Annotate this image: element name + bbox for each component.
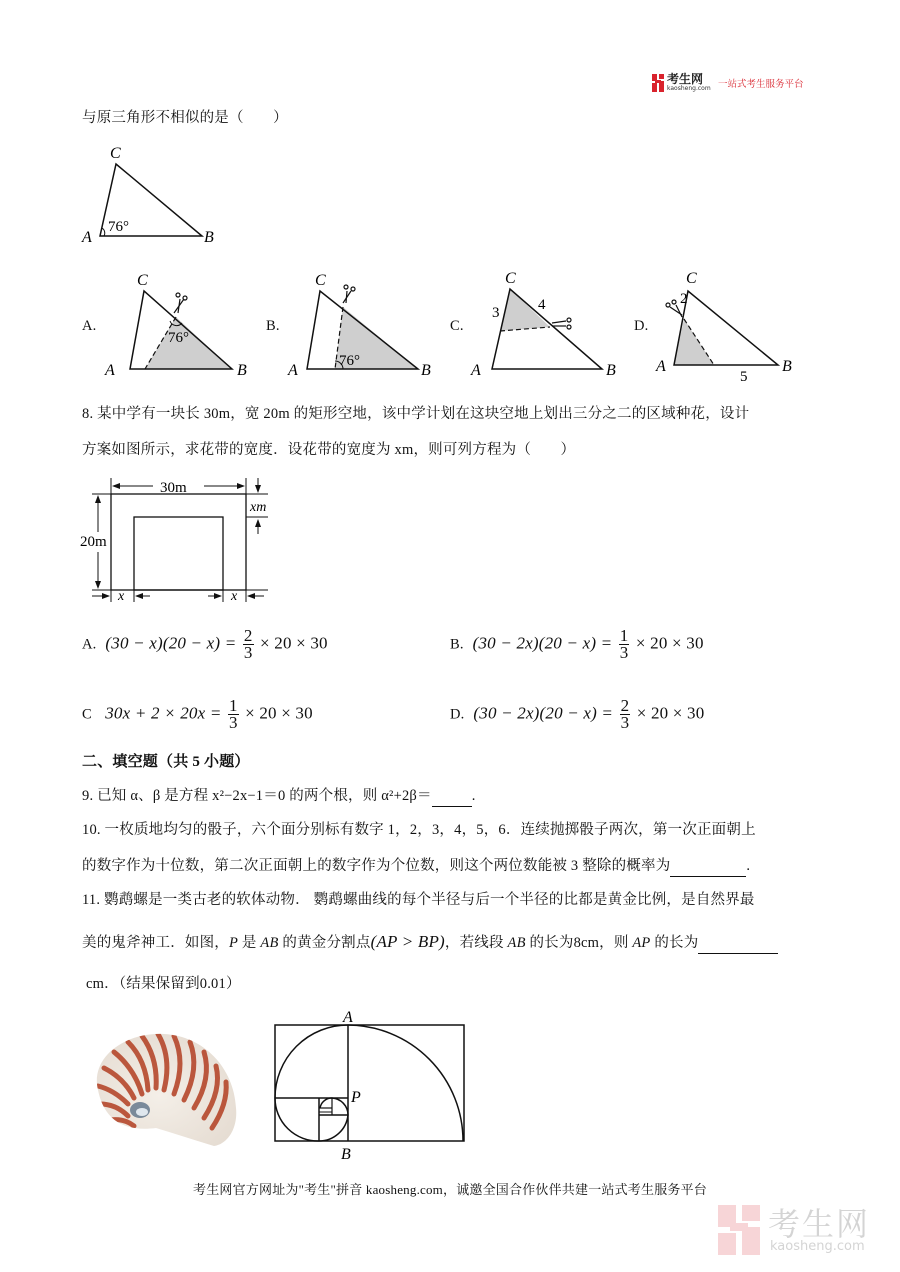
logo-slogan: 一站式考生服务平台 bbox=[718, 79, 804, 90]
svg-text:A: A bbox=[471, 362, 481, 379]
q7-option-a-figure[interactable] bbox=[100, 265, 260, 385]
q7-stem: 与原三角形不相似的是（ ） bbox=[82, 110, 288, 126]
q8-option-b[interactable]: B. (30 − 2x)(20 − x) = $\frac{1}{3}$ × 20 × 30 bbox=[450, 626, 704, 662]
q11-line2: 美的鬼斧神工．如图，P 是 AB 的黄金分割点(AP > BP)，若线段 AB 的长为8cm，则 AP 的长为 bbox=[82, 932, 778, 954]
watermark-name: 考生网 bbox=[768, 1205, 871, 1243]
kaosheng-watermark-icon bbox=[716, 1203, 766, 1257]
q11-line1: 11. 鹦鹉螺是一类古老的软体动物． 鹦鹉螺曲线的每个半径与后一个半径的比都是黄金比例，是自然界最 bbox=[82, 892, 755, 908]
q7-option-a-label[interactable]: A. bbox=[82, 318, 97, 334]
scissors-icon bbox=[174, 293, 187, 313]
svg-text:4: 4 bbox=[538, 297, 546, 313]
q11-line3: cm．（结果保留到0.01） bbox=[86, 976, 241, 992]
svg-text:2: 2 bbox=[680, 291, 688, 307]
vertex-b: B bbox=[204, 229, 214, 246]
point-p: P bbox=[351, 1089, 361, 1106]
svg-text:76°: 76° bbox=[168, 330, 189, 346]
logo-name: 考生网 bbox=[667, 72, 704, 86]
vertex-a: A bbox=[82, 229, 92, 246]
svg-text:C: C bbox=[686, 270, 697, 287]
q7-option-b-figure[interactable] bbox=[285, 265, 445, 385]
point-b: B bbox=[341, 1146, 351, 1163]
q8-option-a[interactable]: A. (30 − x)(20 − x) = $\frac{2}{3}$ × 20 × 30 bbox=[82, 626, 328, 662]
q7-option-c-figure[interactable] bbox=[468, 265, 628, 385]
logo-domain: kaosheng.com bbox=[667, 85, 711, 92]
vertex-c: C bbox=[110, 145, 121, 162]
svg-text:3: 3 bbox=[492, 305, 500, 321]
q7-option-d-figure[interactable] bbox=[652, 265, 812, 385]
x-label-left: x bbox=[118, 589, 125, 604]
section-title: 二、填空题（共 5 小题） bbox=[82, 754, 250, 770]
q8-option-d[interactable]: D. (30 − 2x)(20 − x) = $\frac{2}{3}$ × 20 × 30 bbox=[450, 696, 705, 732]
svg-text:B: B bbox=[421, 362, 431, 379]
svg-text:C: C bbox=[315, 272, 326, 289]
svg-text:A: A bbox=[656, 358, 666, 375]
length-label: 30m bbox=[160, 480, 187, 496]
svg-text:A: A bbox=[105, 362, 115, 379]
angle-label: 76° bbox=[108, 219, 129, 235]
q8-line1: 8. 某中学有一块长 30m，宽 20m 的矩形空地，该中学计划在这块空地上划出三分之二的区域种花，设计 bbox=[82, 406, 750, 422]
q8-figure bbox=[78, 474, 278, 606]
point-a: A bbox=[343, 1009, 353, 1026]
svg-text:B: B bbox=[782, 358, 792, 375]
answer-blank[interactable] bbox=[432, 786, 472, 807]
q7-option-d-label[interactable]: D. bbox=[634, 318, 649, 334]
q7-option-c-label[interactable]: C. bbox=[450, 318, 464, 334]
watermark-domain: kaosheng.com bbox=[770, 1239, 865, 1254]
watermark-logo bbox=[716, 1203, 886, 1263]
answer-blank[interactable] bbox=[698, 933, 778, 954]
nautilus-shell-image bbox=[84, 1028, 242, 1148]
svg-text:B: B bbox=[237, 362, 247, 379]
svg-text:A: A bbox=[288, 362, 298, 379]
golden-spiral-figure bbox=[260, 1000, 480, 1170]
svg-text:C: C bbox=[505, 270, 516, 287]
xm-label: xm bbox=[250, 500, 267, 515]
footer-text: 考生网官方网址为"考生"拼音 kaosheng.com，诚邀全国合作伙伴共建一站式考生服务平台 bbox=[193, 1182, 707, 1197]
q9: 9. 已知 α、β 是方程 x²−2x−1＝0 的两个根，则 α²+2β＝ . bbox=[82, 786, 476, 807]
scissors-icon bbox=[343, 285, 355, 303]
q8-line2: 方案如图所示，求花带的宽度．设花带的宽度为 xm，则可列方程为（ ） bbox=[82, 442, 576, 458]
x-label-right: x bbox=[231, 589, 238, 604]
q7-option-b-label[interactable]: B. bbox=[266, 318, 280, 334]
answer-blank[interactable] bbox=[670, 856, 746, 877]
svg-text:C: C bbox=[137, 272, 148, 289]
q10-line1: 10. 一枚质地均匀的骰子，六个面分别标有数字 1，2，3，4，5，6．连续抛掷骰子两次，第一次正面朝上 bbox=[82, 822, 756, 838]
q10-line2: 的数字作为十位数，第二次正面朝上的数字作为个位数，则这个两位数能被 3 整除的概率为 . bbox=[82, 856, 750, 877]
q7-original-triangle bbox=[80, 140, 240, 250]
header-logo bbox=[652, 72, 822, 94]
svg-text:B: B bbox=[606, 362, 616, 379]
svg-text:76°: 76° bbox=[339, 353, 360, 369]
width-label: 20m bbox=[80, 534, 107, 550]
svg-text:5: 5 bbox=[740, 369, 748, 385]
q8-option-c[interactable]: C 30x + 2 × 20x = $\frac{1}{3}$ × 20 × 30 bbox=[82, 696, 313, 732]
